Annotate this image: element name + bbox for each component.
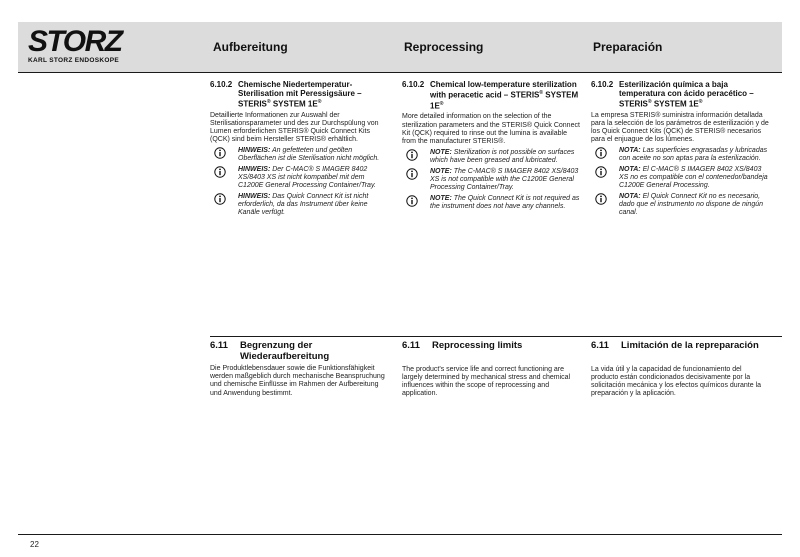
info-icon xyxy=(595,147,607,159)
section-title xyxy=(402,341,580,352)
section-number: 6.11 xyxy=(210,340,228,351)
section-6-10-2-es xyxy=(591,80,769,217)
note: NOTA: Las superficies engrasadas y lubricadas con aceite no son aptas para la esterilización. xyxy=(591,147,769,163)
section-6-10-2-en xyxy=(402,80,580,211)
section-title-text: Chemische Niedertemperatur-Sterilisation mit Peressigsäure – STERIS xyxy=(238,80,362,109)
note: NOTE: The C-MAC® S IMAGER 8402 XS/8403 XS is not compatible with the C1200E General Processing Container/Tray. xyxy=(402,168,580,192)
section-title: 6.10.2 Chemical low-temperature sterilization with peracetic acid – STERIS® SYSTEM 1E® xyxy=(402,80,579,111)
header-rule xyxy=(18,72,782,73)
section-title-text: Begrenzung der Wiederaufbereitung xyxy=(240,340,330,362)
logo-subline: KARL STORZ ENDOSKOPE xyxy=(28,57,119,64)
section-title xyxy=(210,341,388,362)
note: NOTA: El C-MAC® S IMAGER 8402 XS/8403 XS no es compatible con el contenedor/bandeja C1200E General Processing. xyxy=(591,166,769,190)
info-icon xyxy=(406,149,418,161)
section-6-11-de xyxy=(210,341,388,398)
column-title-de: Aufbereitung xyxy=(213,40,288,54)
section-number: 6.10.2 xyxy=(591,80,614,89)
note: HINWEIS: An gefetteten und geölten Oberflächen ist die Sterilisation nicht möglich. xyxy=(210,147,388,163)
section-title-text: Chemical low-temperature sterilization with peracetic acid – STERIS xyxy=(430,80,577,100)
footer-rule xyxy=(18,534,782,535)
section-title xyxy=(591,341,769,352)
info-icon xyxy=(214,147,226,159)
info-icon xyxy=(214,193,226,205)
section-6-11-en xyxy=(402,341,580,398)
section-body: The product's service life and correct functioning are largely determined by mechanical stress and chemical influences within the scope of reprocessing and application. xyxy=(402,365,571,398)
section-rule xyxy=(210,336,782,337)
note: HINWEIS: Das Quick Connect Kit ist nicht erforderlich, da das Instrument über keine Kanäle verfügt. xyxy=(210,193,388,217)
section-number: 6.10.2 xyxy=(402,80,425,89)
section-6-11-es xyxy=(591,341,769,398)
info-icon xyxy=(595,193,607,205)
section-body: La vida útil y la capacidad de funcionamiento del producto están condicionados decisivamente por la solicitación mecánica y los efectos químicos durante la preparación y la aplicación. xyxy=(591,365,762,398)
section-body: More detailed information on the selection of the sterilization parameters and the STERIS® Quick Connect Kit (QCK) required to rinse out the lumina is available from the manufacturer STERIS®. xyxy=(402,113,580,145)
info-icon xyxy=(214,166,226,178)
note: NOTE: Sterilization is not possible on surfaces which have been greased and lubricated. xyxy=(402,149,580,165)
section-6-10-2-de xyxy=(210,80,388,217)
section-number: 6.11 xyxy=(591,340,609,351)
column-title-en: Reprocessing xyxy=(404,40,484,54)
section-body: Detaillierte Informationen zur Auswahl der Sterilisationsparameter und des zur Durchspülung von Lumen erforderlichen STERIS® Quick Connect Kits (QCK) sind beim Hersteller STERIS® erhältlich. xyxy=(210,111,379,144)
section-title: 6.10.2 Chemische Niedertemperatur-Sterilisation mit Peressigsäure – STERIS® SYSTEM 1E® xyxy=(210,80,362,109)
section-number: 6.10.2 xyxy=(210,80,233,89)
section-body: La empresa STERIS® suministra información detallada para la selección de los parámetros de esterilización y de los Quick Connect Kits (QCK) de STERIS® necesarios para el enjuague de los lúmenes. xyxy=(591,111,769,144)
info-icon xyxy=(595,166,607,178)
section-title: 6.10.2 Esterilización química a baja temperatura con ácido peracético – STERIS® SYSTEM 1E® xyxy=(591,80,754,109)
page-number: 22 xyxy=(30,540,39,549)
section-title-text: Limitación de la repreparación xyxy=(621,340,759,351)
section-title-text: Esterilización química a baja temperatura con ácido peracético – STERIS xyxy=(619,80,754,109)
section-body: Die Produktlebensdauer sowie die Funktionsfähigkeit werden maßgeblich durch mechanische Beanspruchung und chemische Einflüsse im Rahmen der Aufbereitung und Anwendung bestimmt. xyxy=(210,365,385,397)
note: NOTA: El Quick Connect Kit no es necesario, dado que el instrumento no dispone de ningún canal. xyxy=(591,193,769,217)
section-number: 6.11 xyxy=(402,340,420,351)
section-title-text: Reprocessing limits xyxy=(432,340,523,351)
note: NOTE: The Quick Connect Kit is not required as the instrument does not have any channels. xyxy=(402,195,580,211)
info-icon xyxy=(406,195,418,207)
note: HINWEIS: Der C-MAC® S IMAGER 8402 XS/8403 XS ist nicht kompatibel mit dem C1200E General Processing Container/Tray. xyxy=(210,166,388,190)
logo-wordmark: STORZ xyxy=(28,25,122,58)
column-title-es: Preparación xyxy=(593,40,663,54)
brand-logo xyxy=(28,25,158,68)
info-icon xyxy=(406,168,418,180)
